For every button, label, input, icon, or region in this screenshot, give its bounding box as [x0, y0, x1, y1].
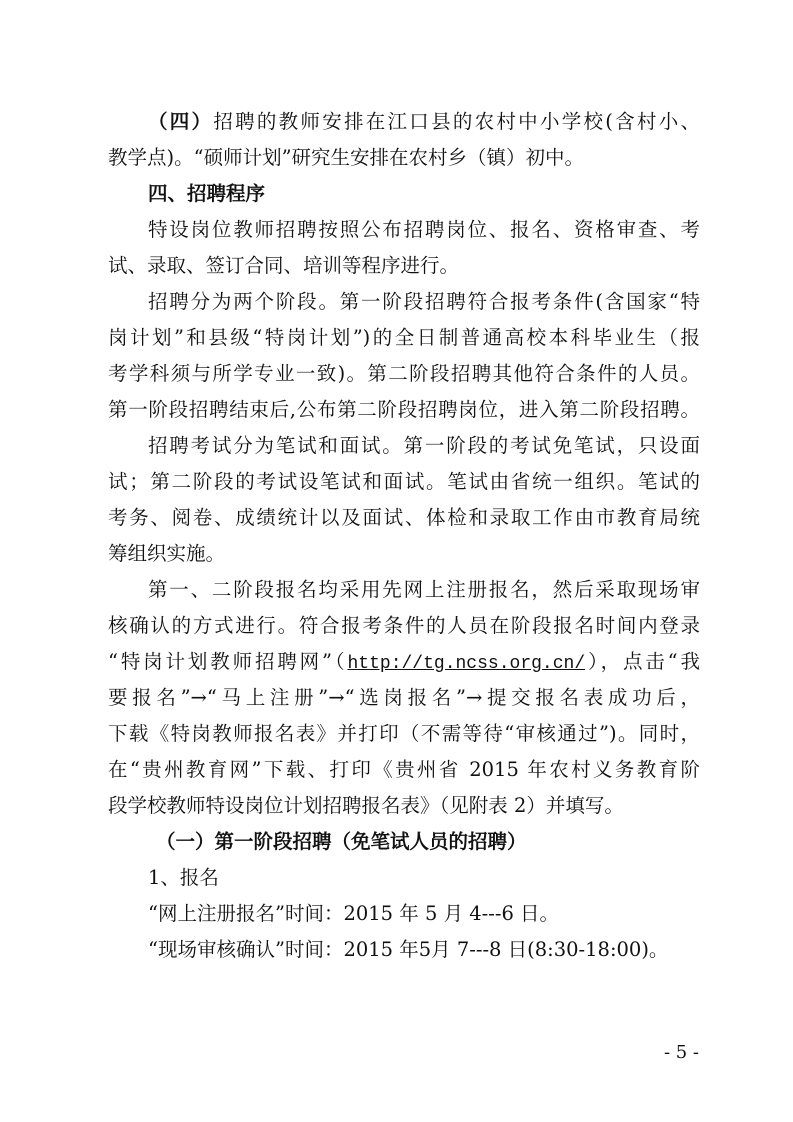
- section-heading: 四、招聘程序: [148, 182, 266, 205]
- paragraph-line: 第一、二阶段报名均采用先网上注册报名，然后采取现场审: [148, 578, 700, 601]
- paragraph-line: [108, 104, 700, 140]
- paragraph-line: 试；第二阶段的考试设笔试和面试。笔试由省统一组织。笔试的: [108, 470, 700, 493]
- paragraph-line: 特设岗位教师招聘按照公布招聘岗位、报名、资格审查、考: [148, 218, 700, 241]
- page-number: - 5 -: [663, 1042, 699, 1063]
- paragraph-line: 招聘考试分为笔试和面试。第一阶段的考试免笔试，只设面: [148, 434, 700, 457]
- text-run: ），点击“我: [585, 650, 700, 673]
- paragraph-line: 考学科须与所学专业一致)。第二阶段招聘其他符合条件的人员。: [108, 362, 700, 385]
- document-body: [108, 104, 700, 968]
- text-run: “特岗计划教师招聘网”（: [108, 650, 348, 673]
- paragraph-line: 核确认的方式进行。符合报考条件的人员在阶段报名时间内登录: [108, 614, 700, 637]
- paragraph-line: “网上注册报名”时间：2015 年 5 月 4---6 日。: [148, 902, 560, 925]
- paragraph-line: 要报名”→“马上注册”→“选岗报名”→提交报名表成功后，: [108, 686, 700, 709]
- paragraph-line: 段学校教师特设岗位计划招聘报名表》（见附表 2）并填写。: [108, 794, 624, 817]
- section-marker: （四）: [148, 110, 214, 133]
- paragraph-line: 教学点)。“硕师计划”研究生安排在农村乡（镇）初中。: [108, 146, 585, 169]
- paragraph-line: 在“贵州教育网”下载、打印《贵州省 2015 年农村义务教育阶: [108, 758, 700, 781]
- paragraph-line: 第一阶段招聘结束后,公布第二阶段招聘岗位，进入第二阶段招聘。: [108, 398, 700, 421]
- paragraph-line: “现场审核确认”时间：2015 年5月 7---8 日(8:30-18:00)。: [148, 938, 669, 961]
- subsection-heading: （一）第一阶段招聘（免笔试人员的招聘）: [156, 830, 527, 853]
- paragraph-line: 考务、阅卷、成绩统计以及面试、体检和录取工作由市教育局统: [108, 506, 700, 529]
- paragraph-line: 试、录取、签订合同、培训等程序进行。: [108, 254, 460, 277]
- text-run: 招聘的教师安排在江口县的农村中小学校(含村小、: [213, 110, 700, 133]
- paragraph-line: 下载《特岗教师报名表》并打印（不需等待“审核通过”)。同时，: [108, 722, 700, 745]
- website-link[interactable]: http://tg.ncss.org.cn/: [347, 654, 586, 674]
- paragraph-line: [108, 644, 700, 680]
- paragraph-line: 筹组织实施。: [108, 542, 226, 565]
- paragraph-line: 岗计划”和县级“特岗计划”)的全日制普通高校本科毕业生（报: [108, 326, 700, 349]
- list-item: 1、报名: [148, 866, 219, 889]
- paragraph-line: 招聘分为两个阶段。第一阶段招聘符合报考条件(含国家“特: [148, 290, 700, 313]
